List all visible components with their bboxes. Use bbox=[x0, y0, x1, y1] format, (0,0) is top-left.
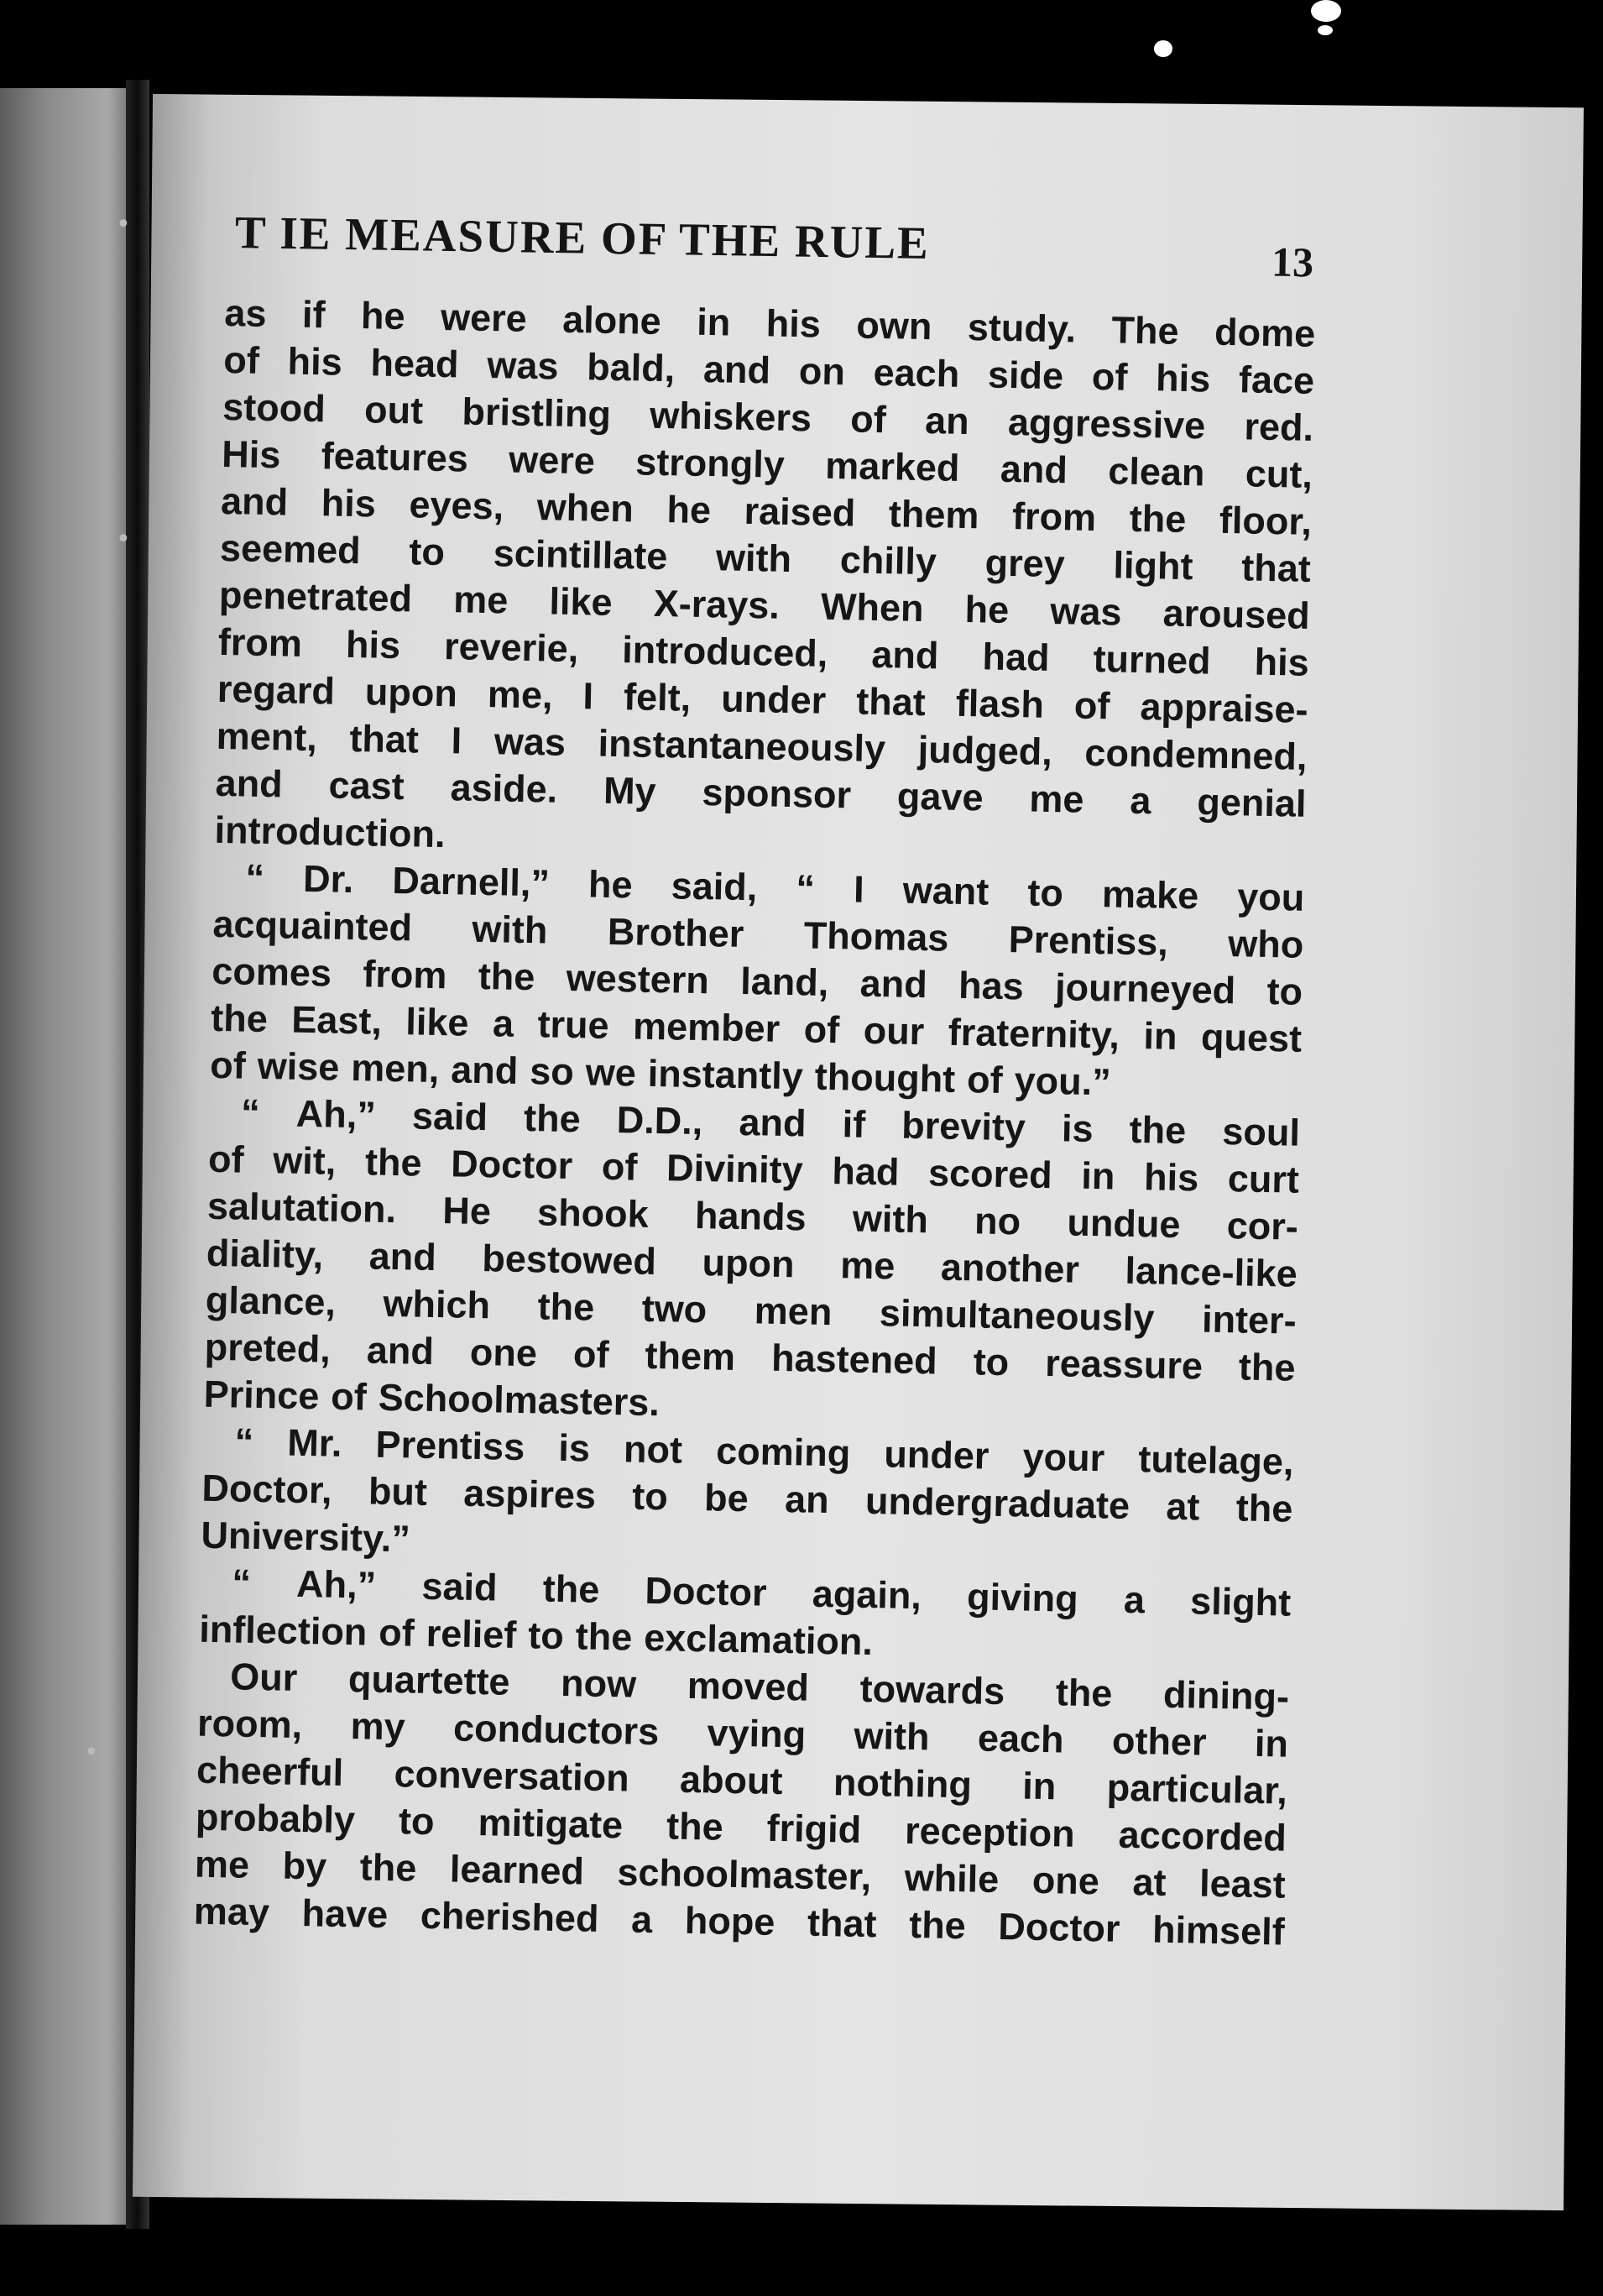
word: D.D., bbox=[616, 1098, 703, 1143]
word: genial bbox=[1196, 780, 1307, 825]
word: with bbox=[854, 1713, 931, 1759]
word: hands bbox=[694, 1193, 807, 1239]
word: side bbox=[987, 353, 1064, 398]
word: the bbox=[523, 1096, 582, 1141]
word: to bbox=[973, 1340, 1010, 1384]
word: Brother bbox=[607, 909, 744, 956]
word: Ah,” bbox=[295, 1561, 377, 1607]
word: tutelage, bbox=[1137, 1437, 1294, 1483]
word: He bbox=[441, 1189, 492, 1233]
word: the bbox=[537, 1284, 595, 1329]
word: I bbox=[853, 867, 865, 911]
word: least bbox=[1198, 1861, 1287, 1906]
word: wit, bbox=[272, 1138, 337, 1183]
word: out bbox=[363, 388, 424, 432]
word: the bbox=[1235, 1486, 1293, 1530]
word: an bbox=[924, 399, 970, 443]
word: appraise- bbox=[1140, 685, 1309, 731]
word: not bbox=[623, 1427, 683, 1472]
word: journeyed bbox=[1054, 965, 1236, 1012]
word: that bbox=[807, 1901, 878, 1946]
word: his bbox=[765, 301, 822, 346]
word: sponsor bbox=[702, 771, 852, 817]
word: relief bbox=[426, 1611, 517, 1656]
word: of bbox=[601, 1144, 638, 1189]
word: salutation. bbox=[206, 1184, 397, 1232]
word: at bbox=[1132, 1860, 1167, 1904]
word: is bbox=[1061, 1106, 1094, 1151]
word: each bbox=[873, 350, 960, 395]
word: of bbox=[1091, 354, 1128, 399]
word: Thomas bbox=[803, 913, 949, 960]
word: When bbox=[820, 584, 924, 630]
word: that bbox=[855, 679, 927, 724]
word: no bbox=[974, 1199, 1021, 1243]
word: conductors bbox=[452, 1706, 660, 1754]
word: and bbox=[220, 479, 289, 524]
word: the bbox=[542, 1566, 600, 1611]
word: at bbox=[1165, 1484, 1200, 1529]
word: shook bbox=[536, 1190, 650, 1236]
word: of bbox=[222, 337, 260, 382]
word: our bbox=[863, 1008, 925, 1054]
word: with bbox=[471, 907, 548, 952]
word: you.” bbox=[1014, 1059, 1112, 1104]
word: another bbox=[940, 1245, 1080, 1291]
word: instantly bbox=[647, 1051, 804, 1098]
word: reverie, bbox=[443, 625, 579, 671]
word: member bbox=[632, 1004, 781, 1050]
word: from bbox=[1011, 494, 1097, 539]
word: said, bbox=[671, 864, 758, 909]
word: said bbox=[421, 1564, 499, 1609]
word: he bbox=[587, 862, 634, 907]
word: “ bbox=[231, 1561, 252, 1604]
word: penetrated bbox=[218, 573, 413, 620]
word: said bbox=[411, 1094, 488, 1139]
word: me bbox=[452, 578, 509, 622]
gutter-mark: • bbox=[84, 1738, 99, 1767]
word: bald, bbox=[586, 345, 676, 390]
word: so bbox=[529, 1049, 575, 1094]
word: I bbox=[451, 719, 462, 762]
word: Dr. bbox=[302, 856, 354, 902]
word: ment, bbox=[216, 714, 318, 760]
word: in bbox=[1143, 1014, 1177, 1058]
word: thought bbox=[814, 1054, 956, 1101]
word: East, bbox=[290, 997, 383, 1043]
word: particular, bbox=[1106, 1765, 1288, 1812]
word: the bbox=[1238, 1345, 1296, 1389]
word: land, bbox=[739, 959, 829, 1004]
word: regard bbox=[217, 667, 336, 713]
word: marked bbox=[824, 443, 960, 489]
word: the bbox=[210, 996, 269, 1041]
word: preted, bbox=[204, 1325, 332, 1371]
word: while bbox=[904, 1855, 1000, 1901]
word: hastened bbox=[770, 1336, 938, 1383]
word: scored bbox=[927, 1151, 1053, 1197]
word: inter- bbox=[1201, 1297, 1298, 1342]
word: in bbox=[1080, 1153, 1115, 1198]
word: “ bbox=[234, 1420, 254, 1463]
word: cor- bbox=[1226, 1204, 1299, 1248]
word: quest bbox=[1200, 1015, 1303, 1060]
word: inflection bbox=[198, 1607, 368, 1654]
word: My bbox=[603, 768, 657, 813]
word: acquainted bbox=[212, 902, 413, 949]
word: floor, bbox=[1219, 498, 1313, 543]
word: Divinity bbox=[666, 1146, 804, 1192]
word: study. bbox=[967, 306, 1077, 351]
word: one bbox=[1031, 1858, 1100, 1903]
dust-speck bbox=[1318, 25, 1333, 35]
gutter-mark: • bbox=[116, 210, 131, 239]
word: make bbox=[1101, 872, 1199, 918]
word: he bbox=[666, 488, 712, 532]
word: own bbox=[855, 303, 932, 348]
word: curt bbox=[1227, 1157, 1300, 1201]
word: them bbox=[888, 492, 979, 537]
word: aggressive bbox=[1007, 400, 1206, 447]
word: was bbox=[1049, 588, 1122, 634]
word: judged, bbox=[917, 727, 1053, 774]
word: he bbox=[360, 294, 406, 338]
word: and bbox=[1000, 447, 1068, 492]
word: we bbox=[585, 1050, 637, 1095]
word: Our bbox=[229, 1655, 298, 1699]
word: and bbox=[366, 1328, 435, 1373]
word: have bbox=[301, 1891, 389, 1937]
word: “ bbox=[245, 855, 265, 900]
word: again, bbox=[812, 1572, 922, 1618]
word: who bbox=[1227, 922, 1304, 966]
word: introduced, bbox=[621, 628, 828, 675]
word: face bbox=[1238, 358, 1315, 402]
word: vying bbox=[707, 1711, 807, 1756]
word: the bbox=[908, 1903, 967, 1948]
word: to bbox=[1026, 871, 1064, 915]
word: “ bbox=[240, 1090, 261, 1134]
word: from bbox=[217, 620, 303, 665]
word: clean bbox=[1107, 449, 1205, 494]
word: towards bbox=[859, 1666, 1005, 1713]
word: a bbox=[492, 1002, 514, 1045]
word: the bbox=[575, 1614, 633, 1659]
word: them bbox=[645, 1333, 736, 1378]
word: lance-like bbox=[1125, 1248, 1298, 1295]
word: and bbox=[702, 347, 771, 392]
word: he bbox=[964, 588, 1010, 632]
word: and bbox=[870, 632, 939, 677]
word: his bbox=[345, 622, 401, 667]
word: quartette bbox=[347, 1657, 510, 1703]
word: of bbox=[572, 1332, 610, 1377]
word: cast bbox=[328, 763, 405, 808]
word: has bbox=[958, 963, 1025, 1008]
word: to bbox=[527, 1613, 565, 1658]
word: Prentiss bbox=[375, 1422, 525, 1469]
word: a bbox=[1123, 1577, 1146, 1622]
word: by bbox=[282, 1844, 327, 1888]
word: was bbox=[486, 343, 559, 388]
word: you bbox=[1236, 875, 1305, 919]
word: bristling bbox=[462, 390, 612, 436]
word: undue bbox=[1067, 1200, 1181, 1247]
word: the bbox=[359, 1845, 417, 1890]
word: of bbox=[1073, 683, 1110, 728]
word: aroused bbox=[1162, 591, 1311, 637]
word: to bbox=[398, 1799, 436, 1844]
word: of bbox=[209, 1043, 247, 1087]
word: I bbox=[582, 674, 594, 718]
word: the bbox=[1129, 496, 1187, 541]
word: cheerful bbox=[196, 1748, 344, 1795]
word: His bbox=[221, 431, 281, 477]
word: aspires bbox=[462, 1471, 597, 1517]
word: head bbox=[370, 341, 460, 386]
word: Schoolmasters. bbox=[378, 1375, 661, 1425]
word: Doctor, bbox=[201, 1466, 333, 1512]
word: raised bbox=[744, 489, 856, 535]
running-title: T IE MEASURE OF THE RULE bbox=[234, 207, 931, 269]
word: exclamation. bbox=[643, 1615, 874, 1664]
word: reception bbox=[904, 1808, 1076, 1855]
word: X-rays. bbox=[653, 581, 781, 627]
word: Darnell,” bbox=[391, 858, 551, 905]
word: want bbox=[902, 868, 989, 913]
word: to bbox=[631, 1474, 669, 1519]
word: stood bbox=[222, 384, 326, 431]
word: and bbox=[368, 1234, 437, 1279]
word: when bbox=[536, 485, 634, 531]
word: may bbox=[193, 1889, 270, 1934]
word: Prentiss, bbox=[1008, 918, 1169, 964]
word: if bbox=[301, 292, 326, 337]
word: if bbox=[842, 1102, 866, 1146]
word: had bbox=[982, 635, 1051, 679]
word: scintillate bbox=[493, 531, 668, 578]
previous-page-edge bbox=[0, 88, 134, 2225]
word: mitigate bbox=[478, 1801, 624, 1847]
word: aside. bbox=[450, 766, 558, 811]
word: himself bbox=[1151, 1907, 1286, 1953]
word: wise bbox=[257, 1043, 340, 1089]
word: one bbox=[469, 1330, 538, 1375]
word: me, bbox=[487, 672, 554, 717]
word: brevity bbox=[901, 1103, 1026, 1149]
word: simultaneously bbox=[879, 1291, 1155, 1340]
word: like bbox=[405, 1000, 469, 1044]
word: whiskers bbox=[649, 393, 812, 440]
dust-speck bbox=[1311, 0, 1341, 22]
word: strongly bbox=[634, 440, 786, 486]
word: of bbox=[330, 1374, 368, 1419]
word: chilly bbox=[839, 538, 937, 583]
word: me bbox=[1028, 777, 1084, 821]
word: from bbox=[362, 952, 447, 997]
word: be bbox=[703, 1476, 749, 1520]
word: under bbox=[883, 1432, 989, 1477]
word: The bbox=[1111, 308, 1180, 353]
word: felt, bbox=[623, 675, 692, 719]
word: and bbox=[859, 961, 928, 1007]
word: cherished bbox=[420, 1893, 599, 1940]
word: dining- bbox=[1162, 1672, 1290, 1718]
word: bestowed bbox=[481, 1237, 657, 1284]
word: red. bbox=[1244, 405, 1314, 449]
word: that bbox=[1240, 546, 1312, 590]
word: his bbox=[1155, 356, 1211, 400]
word: frigid bbox=[766, 1806, 862, 1851]
word: light bbox=[1113, 543, 1193, 588]
word: was bbox=[493, 719, 567, 764]
word: introduction. bbox=[214, 808, 446, 856]
word: like bbox=[549, 579, 614, 624]
word: in bbox=[1021, 1764, 1057, 1808]
word: the bbox=[666, 1804, 724, 1849]
word: of bbox=[849, 397, 887, 442]
word: men, bbox=[350, 1046, 440, 1091]
word: reassure bbox=[1044, 1342, 1204, 1388]
word: diality, bbox=[206, 1231, 324, 1277]
word: about bbox=[679, 1757, 784, 1803]
word: slight bbox=[1189, 1579, 1292, 1624]
word: in bbox=[696, 300, 731, 344]
word: other bbox=[1111, 1718, 1208, 1764]
word: of bbox=[966, 1058, 1004, 1101]
word: on bbox=[798, 349, 846, 394]
word: were bbox=[440, 295, 528, 340]
word: gave bbox=[896, 774, 984, 819]
word: undergraduate bbox=[864, 1478, 1130, 1527]
word: condemned, bbox=[1083, 730, 1308, 778]
word: alone bbox=[561, 297, 662, 343]
word: grey bbox=[984, 541, 1066, 586]
word: Ah,” bbox=[295, 1091, 377, 1137]
word: nothing bbox=[833, 1760, 973, 1807]
word: his bbox=[1143, 1155, 1199, 1200]
word: with bbox=[852, 1196, 929, 1242]
word: which bbox=[383, 1281, 491, 1327]
word: fraternity, bbox=[948, 1010, 1120, 1057]
word: Mr. bbox=[286, 1420, 342, 1465]
word: is bbox=[557, 1425, 591, 1470]
word: comes bbox=[211, 949, 332, 995]
word: hope bbox=[684, 1898, 775, 1943]
word: moved bbox=[687, 1663, 810, 1709]
word: Prince bbox=[203, 1372, 320, 1418]
word: my bbox=[350, 1704, 406, 1749]
word: room, bbox=[196, 1701, 303, 1747]
word: and bbox=[215, 761, 284, 806]
word: his bbox=[287, 339, 343, 384]
word: learned bbox=[449, 1847, 585, 1893]
word: schoolmaster, bbox=[617, 1850, 872, 1899]
word: western bbox=[566, 955, 710, 1002]
gutter-mark: • bbox=[116, 525, 131, 554]
word: me bbox=[194, 1842, 250, 1886]
word: your bbox=[1022, 1435, 1105, 1480]
word: probably bbox=[195, 1795, 356, 1842]
word: Doctor bbox=[997, 1905, 1120, 1950]
word: soul bbox=[1221, 1110, 1301, 1154]
word: two bbox=[641, 1286, 708, 1331]
word: turned bbox=[1093, 636, 1212, 683]
word: an bbox=[784, 1477, 830, 1522]
word: now bbox=[560, 1661, 637, 1706]
word: dome bbox=[1214, 310, 1316, 355]
word: in bbox=[1254, 1721, 1289, 1765]
word: men bbox=[754, 1289, 833, 1334]
word: “ bbox=[795, 866, 816, 910]
word: his bbox=[1254, 640, 1310, 684]
word: giving bbox=[966, 1575, 1079, 1620]
word: cut, bbox=[1245, 452, 1313, 496]
word: features bbox=[321, 434, 469, 480]
word: seemed bbox=[219, 526, 362, 573]
word: of bbox=[803, 1007, 840, 1052]
word: upon bbox=[702, 1241, 796, 1286]
word: a bbox=[630, 1897, 653, 1942]
word: but bbox=[368, 1469, 428, 1514]
word: of bbox=[207, 1137, 245, 1181]
word: true bbox=[537, 1002, 610, 1047]
word: that bbox=[348, 716, 420, 761]
word: to bbox=[408, 530, 446, 574]
word: Doctor bbox=[645, 1568, 768, 1614]
word: the bbox=[1129, 1107, 1187, 1153]
word: and bbox=[450, 1048, 519, 1092]
word: to bbox=[1266, 969, 1303, 1013]
word: accorded bbox=[1118, 1812, 1287, 1859]
word: eyes, bbox=[409, 483, 504, 528]
word: upon bbox=[364, 670, 458, 715]
word: his bbox=[321, 481, 377, 526]
word: instantaneously bbox=[598, 721, 886, 771]
word: the bbox=[364, 1140, 423, 1185]
word: me bbox=[839, 1243, 895, 1288]
word: flash bbox=[955, 681, 1045, 726]
word: University.” bbox=[201, 1513, 411, 1561]
word: conversation bbox=[394, 1752, 630, 1800]
word: with bbox=[715, 536, 792, 581]
word: each bbox=[977, 1716, 1065, 1761]
word: coming bbox=[715, 1429, 851, 1475]
word: and bbox=[739, 1100, 807, 1145]
word: of bbox=[378, 1610, 415, 1655]
word: the bbox=[1055, 1671, 1113, 1715]
word: under bbox=[720, 677, 827, 722]
page-number: 13 bbox=[1271, 238, 1314, 286]
word: Doctor bbox=[450, 1142, 573, 1188]
word: as bbox=[223, 290, 268, 335]
word: were bbox=[508, 437, 596, 483]
dust-speck bbox=[1154, 40, 1172, 57]
word: a bbox=[1129, 778, 1151, 823]
word: glance, bbox=[205, 1278, 337, 1324]
body-text bbox=[193, 290, 1315, 1956]
word: the bbox=[478, 954, 535, 999]
word: had bbox=[831, 1149, 900, 1194]
